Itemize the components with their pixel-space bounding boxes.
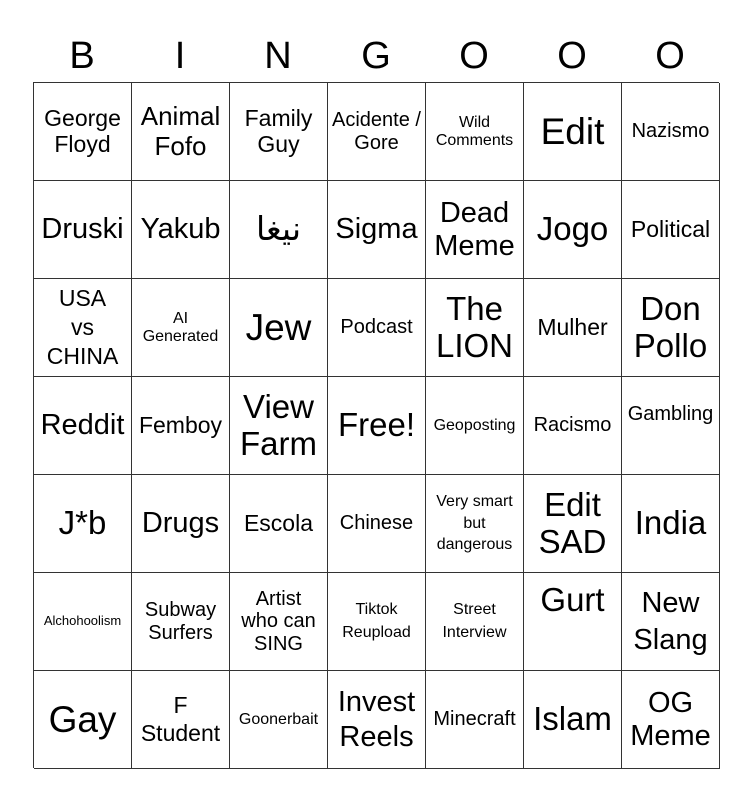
- bingo-cell-r3c4[interactable]: [328, 279, 426, 377]
- cell-text: Artist who can SING: [241, 587, 316, 655]
- cell-text: Subway Surfers: [144, 599, 217, 644]
- bingo-cell-r2c6[interactable]: [524, 181, 622, 279]
- cell-text: Don Pollo: [633, 289, 708, 364]
- cell-text: Dead Meme: [434, 197, 515, 262]
- cell-text: F Student: [140, 691, 221, 746]
- bingo-header: [33, 30, 719, 82]
- cell-text: Jew: [245, 306, 312, 348]
- bingo-cell-r6c3[interactable]: [230, 573, 328, 671]
- cell-text: Tiktok Reupload: [342, 601, 411, 641]
- cell-text: Edit SAD: [538, 485, 607, 560]
- bingo-cell-r7c6[interactable]: [524, 671, 622, 769]
- cell-text: George Floyd: [44, 104, 121, 157]
- cell-text: India: [634, 504, 707, 542]
- cell-text: View Farm: [240, 387, 317, 462]
- bingo-cell-r1c3[interactable]: [230, 83, 328, 181]
- cell-text: Edit: [540, 110, 605, 152]
- bingo-cell-r4c1[interactable]: [34, 377, 132, 475]
- cell-text: Wild Comments: [435, 113, 514, 149]
- bingo-cell-r2c1[interactable]: [34, 181, 132, 279]
- bingo-cell-r5c4[interactable]: [328, 475, 426, 573]
- cell-text: Geoposting: [433, 416, 516, 434]
- bingo-cell-r5c3[interactable]: [230, 475, 328, 573]
- cell-text: Political: [630, 215, 711, 242]
- header-letter-3: N: [264, 35, 292, 77]
- cell-text: Mulher: [537, 313, 608, 340]
- bingo-cell-r2c3[interactable]: [230, 181, 328, 279]
- bingo-cell-r7c1[interactable]: [34, 671, 132, 769]
- bingo-board: [33, 82, 719, 768]
- bingo-cell-r4c5[interactable]: [426, 377, 524, 475]
- bingo-cell-r6c1[interactable]: [34, 573, 132, 671]
- cell-text: J*b: [58, 504, 107, 542]
- bingo-cell-r4c7[interactable]: [622, 377, 720, 475]
- bingo-cell-r5c1[interactable]: [34, 475, 132, 573]
- bingo-cell-r3c1[interactable]: [34, 279, 132, 377]
- bingo-cell-r7c5[interactable]: [426, 671, 524, 769]
- bingo-cell-r1c5[interactable]: [426, 83, 524, 181]
- bingo-cell-r3c2[interactable]: [132, 279, 230, 377]
- cell-text: Chinese: [339, 512, 414, 535]
- bingo-cell-r3c3[interactable]: [230, 279, 328, 377]
- bingo-cell-r5c6[interactable]: [524, 475, 622, 573]
- bingo-cell-r1c2[interactable]: [132, 83, 230, 181]
- cell-text: Reddit: [40, 409, 125, 442]
- bingo-cell-r3c7[interactable]: [622, 279, 720, 377]
- cell-text: The LION: [435, 289, 514, 364]
- cell-text: New Slang: [633, 587, 708, 656]
- cell-text: Drugs: [141, 507, 220, 540]
- bingo-cell-r6c7[interactable]: [622, 573, 720, 671]
- cell-text: Goonerbait: [238, 710, 319, 728]
- cell-text: AI Generated: [142, 309, 219, 345]
- cell-text: Family Guy: [244, 104, 313, 157]
- header-letter-6: O: [557, 35, 587, 77]
- cell-text: Alchohoolism: [43, 613, 122, 629]
- bingo-cell-r4c6[interactable]: [524, 377, 622, 475]
- cell-text: Racismo: [533, 414, 612, 437]
- bingo-cell-r3c6[interactable]: [524, 279, 622, 377]
- cell-text: Yakub: [140, 213, 221, 246]
- cell-text: Escola: [243, 509, 314, 536]
- cell-text: Gambling: [627, 403, 714, 426]
- header-letter-1: B: [69, 35, 95, 77]
- cell-text: Very smart but dangerous: [436, 493, 513, 554]
- cell-text: Street Interview: [442, 601, 507, 641]
- cell-text: Jogo: [536, 210, 609, 248]
- bingo-cell-r2c4[interactable]: [328, 181, 426, 279]
- header-letter-7: O: [655, 35, 685, 77]
- cell-text: Free!: [337, 406, 416, 444]
- cell-text: Animal Fofo: [140, 101, 221, 161]
- bingo-cell-r4c2[interactable]: [132, 377, 230, 475]
- bingo-cell-r7c3[interactable]: [230, 671, 328, 769]
- bingo-cell-r7c2[interactable]: [132, 671, 230, 769]
- header-letter-2: I: [174, 35, 186, 77]
- cell-text: نيغا: [255, 210, 302, 248]
- bingo-cell-r5c7[interactable]: [622, 475, 720, 573]
- cell-text: Gurt: [540, 581, 605, 619]
- header-letter-4: G: [361, 35, 391, 77]
- bingo-cell-r4c4[interactable]: [328, 377, 426, 475]
- bingo-cell-r5c5[interactable]: [426, 475, 524, 573]
- cell-text: Gay: [48, 698, 117, 740]
- bingo-cell-r6c6[interactable]: [524, 573, 622, 671]
- cell-text: OG Meme: [630, 687, 711, 752]
- cell-text: USA vs CHINA: [46, 285, 119, 369]
- cell-text: Sigma: [335, 213, 418, 246]
- bingo-cell-r6c4[interactable]: [328, 573, 426, 671]
- bingo-cell-r2c5[interactable]: [426, 181, 524, 279]
- cell-text: Podcast: [340, 316, 413, 339]
- bingo-cell-r4c3[interactable]: [230, 377, 328, 475]
- bingo-cell-r1c4[interactable]: [328, 83, 426, 181]
- bingo-cell-r6c5[interactable]: [426, 573, 524, 671]
- cell-text: Invest Reels: [337, 685, 416, 753]
- cell-text: Acidente / Gore: [332, 109, 421, 154]
- bingo-cell-r1c7[interactable]: [622, 83, 720, 181]
- bingo-cell-r3c5[interactable]: [426, 279, 524, 377]
- bingo-cell-r1c6[interactable]: [524, 83, 622, 181]
- bingo-cell-r5c2[interactable]: [132, 475, 230, 573]
- bingo-cell-r6c2[interactable]: [132, 573, 230, 671]
- cell-text: Minecraft: [433, 708, 516, 731]
- header-letter-5: O: [459, 35, 489, 77]
- cell-text: Femboy: [138, 411, 223, 438]
- bingo-cell-r2c2[interactable]: [132, 181, 230, 279]
- bingo-cell-r7c4[interactable]: [328, 671, 426, 769]
- cell-text: Nazismo: [631, 120, 710, 143]
- bingo-cell-r2c7[interactable]: [622, 181, 720, 279]
- cell-text: Islam: [533, 700, 612, 738]
- cell-text: Druski: [41, 213, 124, 246]
- bingo-cell-r7c7[interactable]: [622, 671, 720, 769]
- bingo-cell-r1c1[interactable]: [34, 83, 132, 181]
